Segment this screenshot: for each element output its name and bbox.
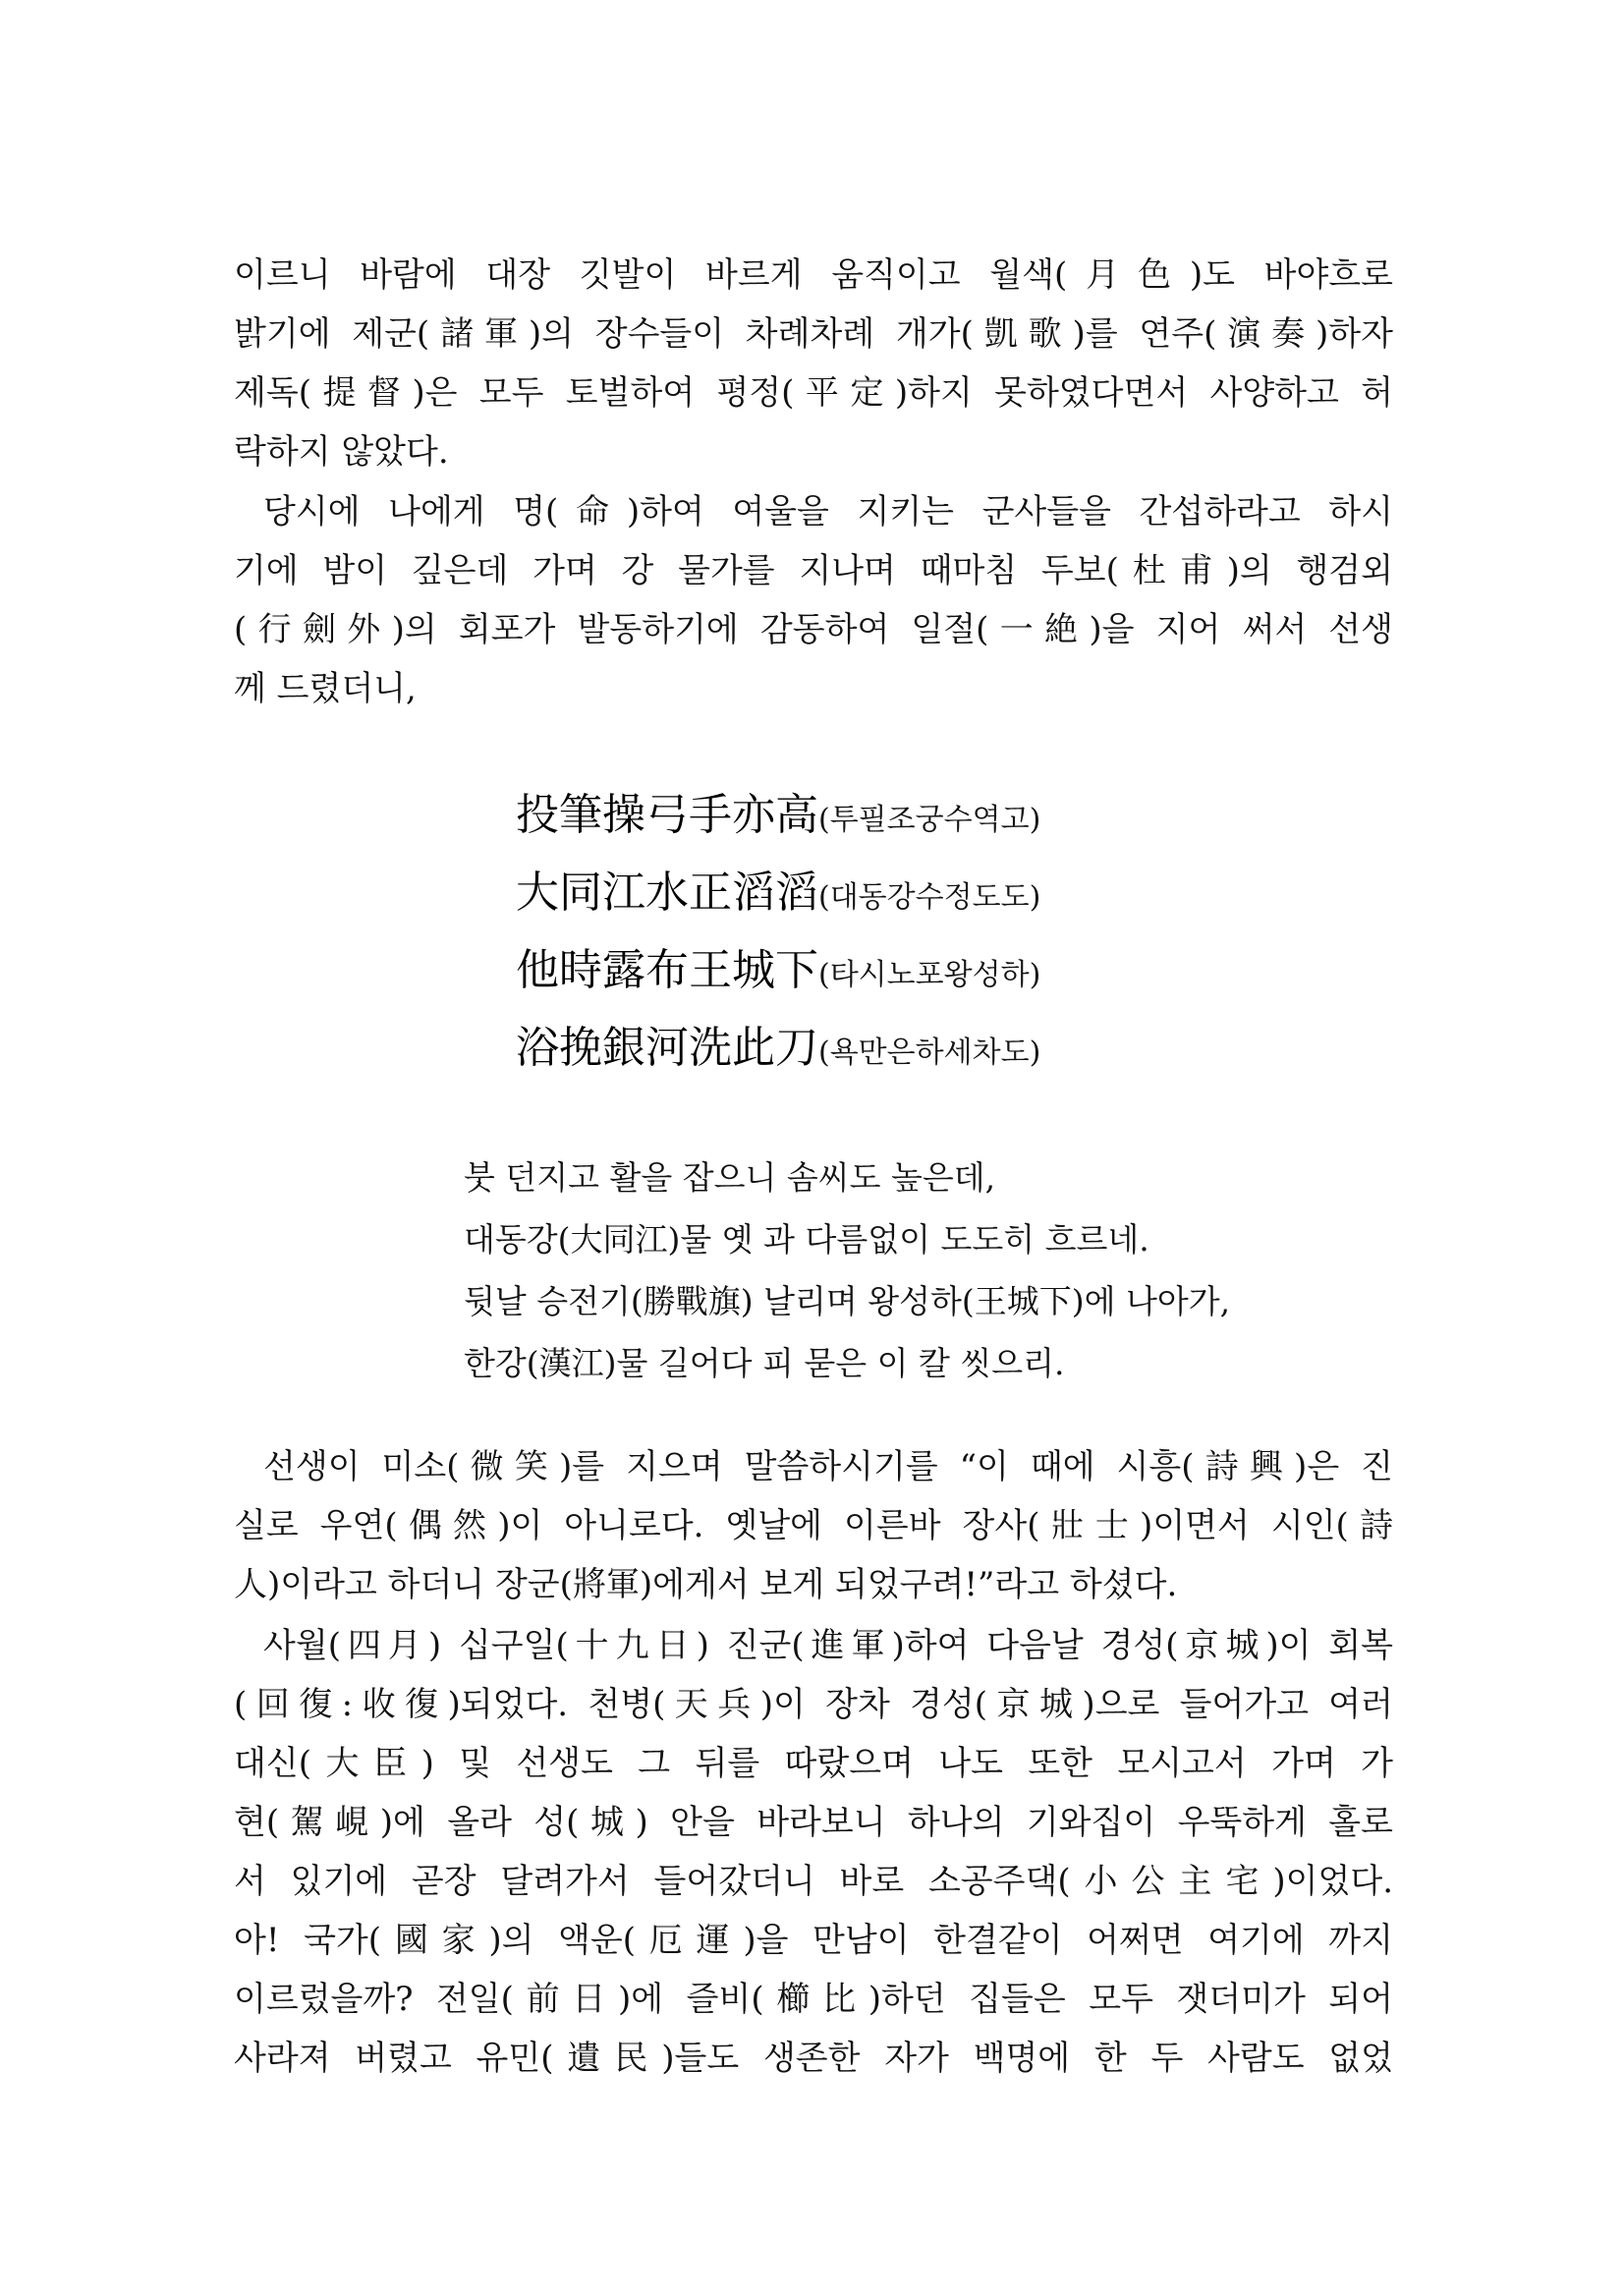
text-line: 사라져 버렸고 유민(遺民)들도 생존한 자가 백명에 한 두 사람도 없었 [234,2039,1393,2078]
text-line: 서 있기에 곧장 달려가서 들어갔더니 바로 소공주댁(小公主宅)이었다. [234,1862,1393,1901]
text-line: 대신(大臣) 및 선생도 그 뒤를 따랐으며 나도 또한 모시고서 가며 가 [234,1744,1393,1783]
text-line: 현(駕峴)에 올라 성(城) 안을 바라보니 하나의 기와집이 우뚝하게 홀로 [234,1803,1393,1842]
paragraph-orders-at-night [234,482,1393,718]
poem-line [516,1009,1204,1087]
poem-hanja: 浴挽銀河洗此刀 [516,1023,818,1073]
poem-line [516,854,1204,931]
poem-reading: (욕만은하세차도) [818,1036,1041,1070]
paragraph-recapture-of-capital [234,1616,1393,2088]
text-line: 당시에 나에게 명(命)하여 여울을 지키는 군사들을 간섭하라고 하시 [263,492,1393,532]
poem-hanja: 他時露布王城下 [516,945,818,995]
text-line: 실로 우연(偶然)이 아니로다. 옛날에 이른바 장사(壯士)이면서 시인(詩 [234,1506,1393,1545]
paragraph-continuation [234,246,1393,481]
text-line: 제독(提督)은 모두 토벌하여 평정(平定)하지 못하였다면서 사양하고 허 [234,373,1393,413]
poem-reading: (투필조궁수역고) [818,803,1041,837]
poem-hanja: 投筆操弓手亦高 [516,790,818,840]
poem-reading: (타시노포왕성하) [818,958,1041,992]
poem-line [516,931,1204,1009]
translation-line: 붓 던지고 활을 잡으니 솜씨도 높은데, [464,1158,996,1197]
poem-reading: (대동강수정도도) [818,880,1041,915]
translation-line: 뒷날 승전기(勝戰旗) 날리며 왕성하(王城下)에 나아가, [464,1282,1231,1320]
text-line: 선생이 미소(微笑)를 지으며 말씀하시기를 “이 때에 시흥(詩興)은 진 [263,1447,1393,1486]
text-line: 기에 밤이 깊은데 가며 강 물가를 지나며 때마침 두보(杜甫)의 행검외 [234,551,1393,590]
poem-original [516,776,1204,1087]
text-line: 人)이라고 하더니 장군(將軍)에게서 보게 되었구려!”라고 하셨다. [234,1565,1178,1604]
text-line: 이르니 바람에 대장 깃발이 바르게 움직이고 월색(月色)도 바야흐로 [234,255,1393,295]
text-line: 사월(四月) 십구일(十九日) 진군(進軍)하여 다음날 경성(京城)이 회복 [263,1626,1393,1665]
text-line: 아! 국가(國家)의 액운(厄運)을 만남이 한결같이 어쩌면 여기에 까지 [234,1921,1393,1960]
paragraph-teacher-smile [234,1437,1393,1614]
translation-line: 한강(漢江)물 길어다 피 묻은 이 칼 씻으리. [464,1344,1065,1382]
text-line: 이르렀을까? 전일(前日)에 즐비(櫛比)하던 집들은 모두 잿더미가 되어 [234,1980,1393,2019]
poem-hanja: 大同江水正滔滔 [516,868,818,918]
text-line: (行劍外)의 회포가 발동하기에 감동하여 일절(一絶)을 지어 써서 선생 [234,610,1393,649]
text-line: 락하지 않았다. [234,432,449,472]
poem-line [516,776,1204,854]
text-line: 밝기에 제군(諸軍)의 장수들이 차례차례 개가(凱歌)를 연주(演奏)하자 [234,314,1393,354]
text-line: (回復:收復)되었다. 천병(天兵)이 장차 경성(京城)으로 들어가고 여러 [234,1685,1393,1724]
translation-line: 대동강(大同江)물 옛 과 다름없이 도도히 흐르네. [464,1220,1149,1259]
poem-translation [464,1147,1387,1394]
text-line: 께 드렸더니, [234,669,417,708]
